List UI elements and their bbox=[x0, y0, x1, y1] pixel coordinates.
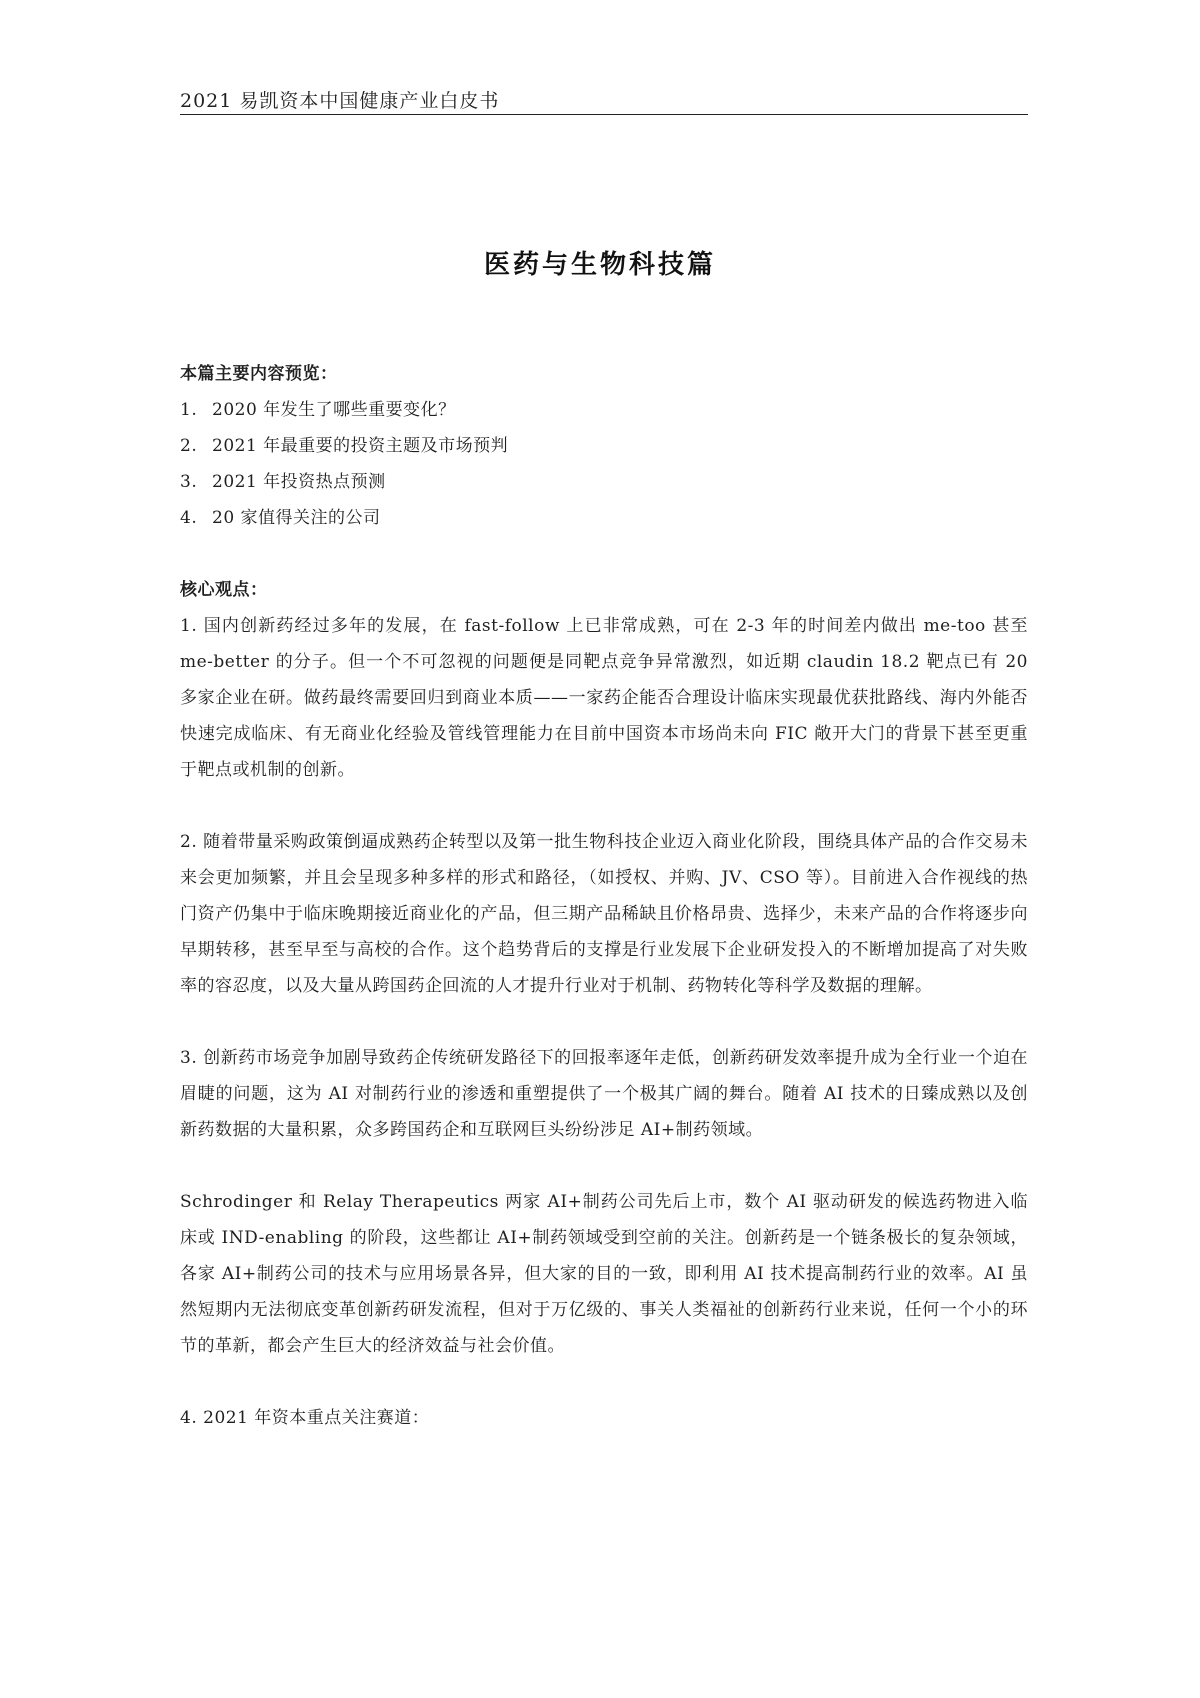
core-paragraph-3: 3. 创新药市场竞争加剧导致药企传统研发路径下的回报率逐年走低，创新药研发效率提升成为全行业一个迫在眉睫的问题，这为 AI 对制药行业的渗透和重塑提供了一个极其广阔的舞台。随着 AI 技术的日臻成熟以及创新药数据的大量积累，众多跨国药企和互联网巨头纷纷涉足 AI+制药领域。 bbox=[180, 1048, 1028, 1140]
paragraph-gap bbox=[180, 1148, 1028, 1184]
section-gap bbox=[180, 536, 1028, 572]
preview-item bbox=[180, 464, 1028, 500]
preview-item-text: 2021 年最重要的投资主题及市场预判 bbox=[212, 436, 509, 456]
section-title: 医药与生物科技篇 bbox=[483, 250, 716, 280]
preview-item-text: 2020 年发生了哪些重要变化？ bbox=[212, 400, 456, 420]
header-rule bbox=[180, 114, 1028, 115]
content-body bbox=[180, 356, 1028, 1436]
preview-item bbox=[180, 500, 1028, 536]
preview-heading: 本篇主要内容预览： bbox=[180, 364, 338, 384]
paragraph-gap bbox=[180, 1364, 1028, 1400]
paragraph-gap bbox=[180, 788, 1028, 824]
preview-item-text: 20 家值得关注的公司 bbox=[212, 508, 381, 528]
preview-item-number: 4. bbox=[180, 508, 198, 528]
preview-item-number: 3. bbox=[180, 472, 198, 492]
preview-item-number: 1. bbox=[180, 400, 198, 420]
core-paragraph-1: 1. 国内创新药经过多年的发展，在 fast-follow 上已非常成熟，可在 2-3 年的时间差内做出 me-too 甚至 me-better 的分子。但一个不可忽视的问题便是同靶点竞争异常激烈，如近期 claudin 18.2 靶点已有 20 多家企业在研。做药最终需要回归到商业本质——一家药企能否合理设计临床实现最优获批路线、海内外能否快速完成临床、有无商业化经验及管线管理能力在目前中国资本市场尚未向 FIC 敞开大门的背景下甚至更重于靶点或机制的创新。 bbox=[180, 616, 1028, 780]
paragraph-gap bbox=[180, 1004, 1028, 1040]
core-paragraph-4: Schrodinger 和 Relay Therapeutics 两家 AI+制药公司先后上市，数个 AI 驱动研发的候选药物进入临床或 IND-enabling 的阶段，这些都让 AI+制药领域受到空前的关注。创新药是一个链条极长的复杂领域，各家 AI+制药公司的技术与应用场景各异，但大家的目的一致，即利用 AI 技术提高制药行业的效率。AI 虽然短期内无法彻底变革创新药研发流程，但对于万亿级的、事关人类福祉的创新药行业来说，任何一个小的环节的革新，都会产生巨大的经济效益与社会价值。 bbox=[180, 1192, 1028, 1356]
preview-item-number: 2. bbox=[180, 436, 198, 456]
preview-list bbox=[180, 392, 1028, 536]
core-paragraph-5: 4. 2021 年资本重点关注赛道： bbox=[180, 1408, 430, 1428]
preview-item-text: 2021 年投资热点预测 bbox=[212, 472, 386, 492]
preview-item bbox=[180, 428, 1028, 464]
core-heading: 核心观点： bbox=[180, 580, 268, 600]
preview-item bbox=[180, 392, 1028, 428]
core-paragraph-2: 2. 随着带量采购政策倒逼成熟药企转型以及第一批生物科技企业迈入商业化阶段，围绕具体产品的合作交易未来会更加频繁，并且会呈现多种多样的形式和路径，（如授权、并购、JV、CSO 等）。目前进入合作视线的热门资产仍集中于临床晚期接近商业化的产品，但三期产品稀缺且价格昂贵、选择少，未来产品的合作将逐步向早期转移，甚至早至与高校的合作。这个趋势背后的支撑是行业发展下企业研发投入的不断增加提高了对失败率的容忍度，以及大量从跨国药企回流的人才提升行业对于机制、药物转化等科学及数据的理解。 bbox=[180, 832, 1028, 996]
running-header: 2021 易凯资本中国健康产业白皮书 bbox=[180, 90, 500, 112]
